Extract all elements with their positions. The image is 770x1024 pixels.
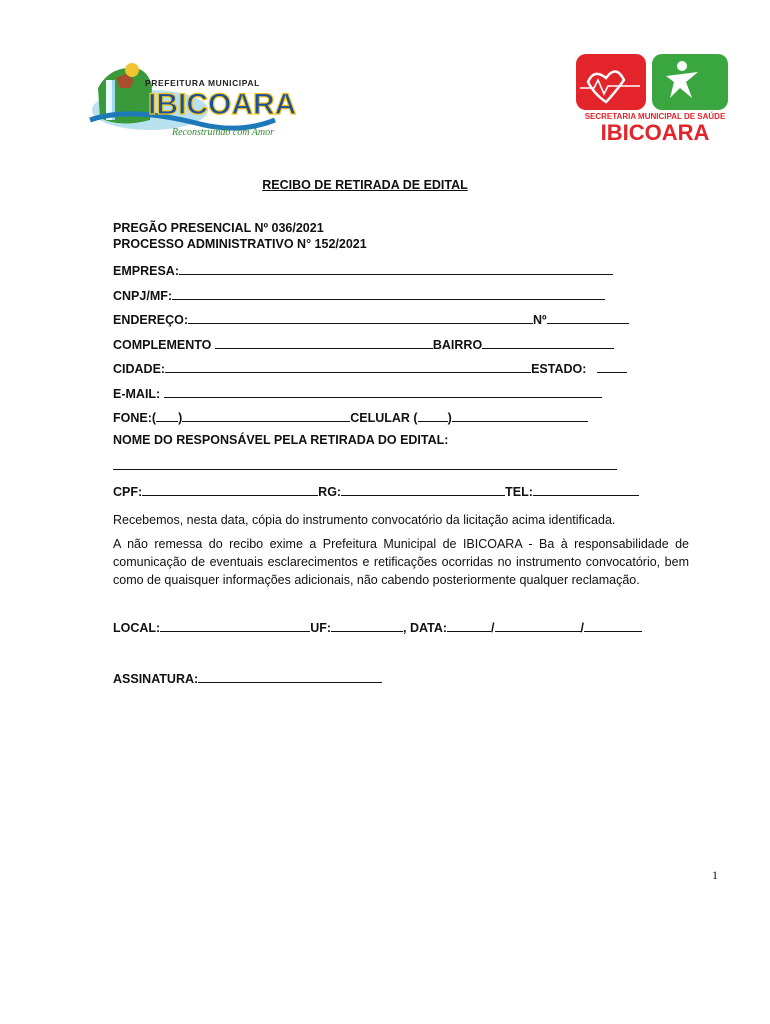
endereco-field	[113, 312, 629, 327]
prefeitura-logo	[90, 58, 297, 144]
fone-label: FONE:(	[113, 411, 157, 425]
celular-ddd-line[interactable]	[418, 410, 448, 422]
cidade-label: CIDADE:	[113, 362, 166, 376]
cpf-input-line[interactable]	[142, 484, 318, 496]
rg-input-line[interactable]	[341, 484, 505, 496]
celular-label: CELULAR (	[350, 411, 418, 425]
assinatura-field	[113, 671, 382, 686]
paragraph-recebemos: Recebemos, nesta data, cópia do instrumento convocatório da licitação acima identificada.	[113, 513, 616, 527]
data-slash-2: /	[580, 621, 584, 635]
local-data-field	[113, 620, 642, 635]
complemento-label: COMPLEMENTO	[113, 338, 212, 352]
empresa-input-line[interactable]	[179, 263, 613, 275]
data-year-line[interactable]	[584, 620, 642, 632]
estado-label: ESTADO:	[531, 362, 587, 376]
tel-label: TEL:	[505, 485, 533, 499]
assinatura-input-line[interactable]	[198, 671, 382, 683]
complemento-field	[113, 337, 614, 352]
documentos-field	[113, 484, 639, 499]
uf-input-line[interactable]	[331, 620, 403, 632]
assinatura-label: ASSINATURA:	[113, 672, 199, 686]
logo-slogan: Reconstruindo com Amor	[172, 127, 275, 138]
pregao-header: PREGÃO PRESENCIAL Nº 036/2021	[113, 221, 324, 235]
complemento-input-line[interactable]	[215, 337, 433, 349]
cnpj-input-line[interactable]	[172, 288, 605, 300]
data-label: , DATA:	[403, 621, 448, 635]
fone-input-line[interactable]	[182, 410, 350, 422]
cnpj-field	[113, 288, 605, 303]
uf-label: UF:	[310, 621, 332, 635]
data-slash-1: /	[491, 621, 495, 635]
responsavel-input-line[interactable]	[113, 458, 617, 470]
fone-ddd-line[interactable]	[156, 410, 178, 422]
fone-field	[113, 410, 588, 425]
estado-input-line[interactable]	[597, 361, 627, 373]
numero-label: Nº	[533, 313, 547, 327]
processo-header: PROCESSO ADMINISTRATIVO N° 152/2021	[113, 237, 367, 251]
responsavel-field	[113, 458, 617, 473]
email-field	[113, 386, 602, 401]
endereco-input-line[interactable]	[188, 312, 533, 324]
celular-paren: )	[447, 411, 452, 425]
endereco-label: ENDEREÇO:	[113, 313, 189, 327]
local-label: LOCAL:	[113, 621, 161, 635]
tel-input-line[interactable]	[533, 484, 639, 496]
document-title: RECIBO DE RETIRADA DE EDITAL	[262, 178, 468, 192]
logo-name: IBICOARA	[148, 88, 297, 121]
cidade-field	[113, 361, 627, 376]
bairro-label: BAIRRO	[432, 338, 483, 352]
bairro-input-line[interactable]	[482, 337, 614, 349]
celular-input-line[interactable]	[452, 410, 588, 422]
empresa-label: EMPRESA:	[113, 264, 179, 278]
numero-input-line[interactable]	[547, 312, 629, 324]
email-label: E-MAIL:	[113, 387, 161, 401]
paragraph-nao-remessa: A não remessa do recibo exime a Prefeitura Municipal de IBICOARA - Ba à responsabilidade de comunicação de eventuais esclarecimentos e retificações ocorridas no instrumento convocatório, bem como de quaisquer informações adicionais, não cabendo posteriormente qualquer reclamação.	[113, 537, 689, 587]
cidade-input-line[interactable]	[165, 361, 531, 373]
logo-subtitle: SECRETARIA MUNICIPAL DE SAÚDE	[584, 112, 726, 121]
page-number: 1	[712, 868, 718, 882]
rg-label: RG:	[318, 485, 342, 499]
email-input-line[interactable]	[164, 386, 602, 398]
fone-paren: )	[178, 411, 183, 425]
empresa-field	[113, 263, 613, 278]
local-input-line[interactable]	[160, 620, 310, 632]
responsavel-label: NOME DO RESPONSÁVEL PELA RETIRADA DO EDITAL:	[113, 433, 449, 447]
logo-right-name: IBICOARA	[600, 120, 710, 145]
data-month-line[interactable]	[495, 620, 581, 632]
cnpj-label: CNPJ/MF:	[113, 289, 173, 303]
data-day-line[interactable]	[447, 620, 491, 632]
secretaria-saude-logo	[574, 52, 736, 145]
cpf-label: CPF:	[113, 485, 143, 499]
logo-top-text: PREFEITURA MUNICIPAL	[145, 78, 260, 88]
